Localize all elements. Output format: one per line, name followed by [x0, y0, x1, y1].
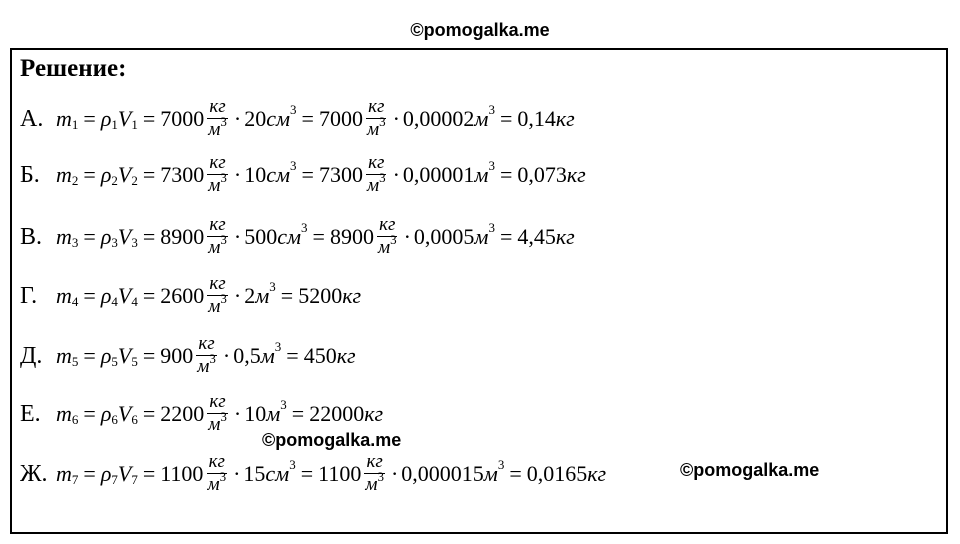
- volume-index: 6: [131, 412, 138, 427]
- volume-converted-unit: м: [474, 162, 489, 187]
- volume-symbol: V: [117, 162, 132, 187]
- mass-result: 4,45: [517, 224, 556, 249]
- solution-row: [20, 150, 586, 200]
- multiply-dot: ·: [222, 343, 231, 368]
- cube-superscript: 3: [269, 279, 276, 294]
- solution-row: [20, 212, 575, 262]
- equals-sign: =: [499, 106, 513, 131]
- cube-superscript: 3: [390, 232, 397, 247]
- volume-unit: см: [266, 106, 291, 131]
- density-symbol: ρ: [100, 162, 112, 187]
- row-letter: Б.: [20, 161, 40, 188]
- fraction-unit: м: [377, 237, 391, 258]
- density-symbol: ρ: [100, 283, 112, 308]
- solution-heading: Решение:: [20, 55, 127, 82]
- row-letter: Е.: [20, 400, 41, 427]
- volume-converted: 0,0005: [413, 224, 475, 249]
- equals-sign: =: [142, 283, 156, 308]
- row-equation: [56, 152, 586, 198]
- volume-unit: см: [277, 224, 302, 249]
- density-index: 1: [111, 117, 118, 132]
- row-equation: [56, 451, 606, 497]
- density-value-repeat: 1100: [318, 461, 362, 486]
- equals-sign: =: [286, 343, 299, 368]
- unit-fraction: [365, 152, 388, 198]
- volume-value: 20: [244, 106, 267, 131]
- volume-converted: 0,000015: [401, 461, 484, 486]
- density-value: 8900: [160, 224, 205, 249]
- mass-result: 0,14: [517, 106, 556, 131]
- multiply-dot: ·: [392, 162, 400, 187]
- row-equation: [56, 96, 575, 142]
- cube-superscript: 3: [488, 102, 495, 117]
- fraction-denominator: [206, 114, 229, 142]
- mass-symbol: m: [56, 224, 72, 249]
- equals-sign: =: [499, 162, 513, 187]
- row-letter: Ж.: [20, 460, 48, 487]
- fraction-numerator: кг: [379, 214, 396, 235]
- density-index: 6: [111, 412, 118, 427]
- cube-superscript: 3: [379, 170, 386, 185]
- fraction-denominator: [206, 232, 229, 260]
- volume-unit: см: [265, 461, 290, 486]
- density-value-repeat: 7000: [318, 106, 363, 131]
- mass-symbol: m: [56, 343, 72, 368]
- density-value: 1100: [160, 461, 204, 486]
- solution-row: [20, 449, 606, 499]
- row-equation: [56, 273, 361, 319]
- equals-sign: =: [83, 343, 96, 368]
- density-symbol: ρ: [100, 461, 112, 486]
- fraction-numerator: кг: [208, 451, 225, 472]
- mass-index: 3: [71, 235, 79, 250]
- fraction-unit: м: [208, 237, 221, 258]
- cube-superscript: 3: [220, 170, 227, 185]
- equals-sign: =: [301, 162, 314, 187]
- mass-unit: кг: [342, 283, 362, 308]
- fraction-unit: м: [365, 474, 378, 495]
- fraction-numerator: кг: [209, 391, 226, 412]
- fraction-denominator: [195, 351, 218, 379]
- cube-superscript: 3: [209, 351, 216, 366]
- cube-superscript: 3: [290, 102, 297, 117]
- cube-superscript: 3: [220, 409, 227, 424]
- equals-sign: =: [83, 461, 96, 486]
- density-value: 2600: [160, 283, 205, 308]
- solution-row: [20, 271, 361, 321]
- volume-value: 500: [244, 224, 278, 249]
- multiply-dot: ·: [233, 461, 241, 486]
- density-value: 7300: [160, 162, 205, 187]
- density-value: 2200: [160, 401, 205, 426]
- row-equation: [56, 333, 356, 379]
- density-index: 4: [111, 294, 118, 309]
- volume-index: 3: [131, 235, 138, 250]
- cube-superscript: 3: [274, 339, 282, 354]
- cube-superscript: 3: [220, 114, 227, 129]
- volume-symbol: V: [117, 283, 132, 308]
- volume-unit: м: [255, 283, 270, 308]
- fraction-numerator: кг: [209, 152, 226, 173]
- equals-sign: =: [142, 162, 156, 187]
- density-symbol: ρ: [100, 106, 112, 131]
- mass-index: 1: [71, 117, 79, 132]
- volume-index: 2: [131, 173, 138, 188]
- cube-superscript: 3: [488, 158, 495, 173]
- fraction-numerator: кг: [368, 96, 385, 117]
- multiply-dot: ·: [233, 162, 242, 187]
- row-letter: Г.: [20, 282, 38, 309]
- unit-fraction: [205, 451, 228, 497]
- fraction-unit: м: [208, 119, 221, 140]
- unit-fraction: [206, 152, 229, 198]
- equals-sign: =: [83, 162, 96, 187]
- equals-sign: =: [509, 461, 522, 486]
- unit-fraction: [206, 214, 229, 260]
- mass-result: 0,0165: [526, 461, 588, 486]
- mass-unit: кг: [555, 106, 575, 131]
- cube-superscript: 3: [301, 220, 308, 235]
- mass-symbol: m: [56, 106, 72, 131]
- volume-index: 5: [131, 354, 138, 369]
- fraction-unit: м: [208, 296, 221, 317]
- volume-index: 1: [131, 117, 138, 132]
- solution-row: [20, 94, 575, 144]
- mass-index: 5: [71, 354, 79, 369]
- multiply-dot: ·: [233, 283, 242, 308]
- density-value: 900: [160, 343, 194, 368]
- cube-superscript: 3: [280, 397, 287, 412]
- unit-fraction: [195, 333, 218, 379]
- volume-symbol: V: [117, 461, 132, 486]
- equals-sign: =: [83, 106, 96, 131]
- volume-value: 0,5: [233, 343, 261, 368]
- equals-sign: =: [83, 401, 96, 426]
- volume-converted: 0,00002: [402, 106, 475, 131]
- row-letter: Д.: [20, 342, 43, 369]
- volume-unit: м: [260, 343, 275, 368]
- cube-superscript: 3: [488, 220, 495, 235]
- fraction-unit: м: [208, 175, 221, 196]
- fraction-denominator: [206, 409, 229, 437]
- fraction-denominator: [206, 291, 229, 319]
- fraction-denominator: [365, 170, 388, 198]
- cube-superscript: 3: [220, 232, 227, 247]
- mass-symbol: m: [56, 461, 72, 486]
- volume-converted: 0,00001: [402, 162, 475, 187]
- fraction-denominator: [206, 170, 229, 198]
- equals-sign: =: [280, 283, 294, 308]
- row-equation: [56, 214, 575, 260]
- volume-value: 10: [244, 162, 267, 187]
- cube-superscript: 3: [289, 457, 296, 472]
- volume-converted-unit: м: [483, 461, 498, 486]
- mass-symbol: m: [56, 283, 72, 308]
- fraction-numerator: кг: [209, 273, 226, 294]
- unit-fraction: [363, 451, 386, 497]
- solution-row: [20, 331, 356, 381]
- mass-index: 7: [71, 472, 79, 487]
- watermark-top: ©pomogalka.me: [410, 20, 550, 40]
- volume-converted-unit: м: [474, 224, 489, 249]
- cube-superscript: 3: [377, 469, 384, 484]
- row-letter: А.: [20, 105, 44, 132]
- unit-fraction: [206, 273, 229, 319]
- volume-symbol: V: [117, 224, 132, 249]
- row-letter: В.: [20, 223, 43, 250]
- fraction-numerator: кг: [209, 96, 226, 117]
- fraction-numerator: кг: [368, 152, 385, 173]
- density-value-repeat: 8900: [329, 224, 374, 249]
- volume-symbol: V: [117, 106, 132, 131]
- cube-superscript: 3: [290, 158, 297, 173]
- fraction-numerator: кг: [366, 451, 383, 472]
- fraction-unit: м: [208, 414, 221, 435]
- equals-sign: =: [142, 401, 156, 426]
- multiply-dot: ·: [233, 401, 242, 426]
- equals-sign: =: [300, 461, 314, 486]
- mass-unit: кг: [587, 461, 607, 486]
- cube-superscript: 3: [220, 291, 227, 306]
- fraction-denominator: [205, 469, 228, 497]
- multiply-dot: ·: [403, 224, 411, 249]
- volume-symbol: V: [117, 401, 132, 426]
- volume-unit: см: [266, 162, 291, 187]
- equals-sign: =: [142, 343, 156, 368]
- fraction-denominator: [376, 232, 399, 260]
- mass-result: 5200: [298, 283, 343, 308]
- watermark-right: ©pomogalka.me: [680, 460, 820, 480]
- mass-result: 22000: [309, 401, 365, 426]
- fraction-numerator: кг: [209, 214, 226, 235]
- mass-result: 0,073: [517, 162, 567, 187]
- multiply-dot: ·: [390, 461, 399, 486]
- density-index: 2: [111, 173, 118, 188]
- fraction-denominator: [363, 469, 386, 497]
- volume-value: 10: [244, 401, 267, 426]
- density-symbol: ρ: [100, 343, 112, 368]
- fraction-unit: м: [366, 175, 380, 196]
- equals-sign: =: [499, 224, 513, 249]
- cube-superscript: 3: [219, 469, 227, 484]
- volume-unit: м: [266, 401, 281, 426]
- equals-sign: =: [291, 401, 305, 426]
- mass-unit: кг: [555, 224, 575, 249]
- unit-fraction: [206, 391, 229, 437]
- density-value: 7000: [160, 106, 205, 131]
- watermark-middle: ©pomogalka.me: [262, 430, 402, 450]
- volume-index: 4: [131, 294, 138, 309]
- fraction-unit: м: [207, 474, 220, 495]
- volume-value: 2: [244, 283, 256, 308]
- equals-sign: =: [312, 224, 325, 249]
- fraction-unit: м: [366, 119, 380, 140]
- density-index: 7: [111, 472, 118, 487]
- equals-sign: =: [301, 106, 314, 131]
- unit-fraction: [376, 214, 399, 260]
- equals-sign: =: [142, 461, 156, 486]
- mass-unit: кг: [364, 401, 384, 426]
- cube-superscript: 3: [497, 457, 505, 472]
- volume-converted-unit: м: [474, 106, 489, 131]
- volume-index: 7: [131, 472, 138, 487]
- cube-superscript: 3: [379, 114, 386, 129]
- equals-sign: =: [142, 106, 156, 131]
- density-value-repeat: 7300: [318, 162, 363, 187]
- mass-unit: кг: [566, 162, 586, 187]
- density-symbol: ρ: [100, 224, 112, 249]
- fraction-numerator: кг: [198, 333, 215, 354]
- density-index: 5: [111, 354, 118, 369]
- density-symbol: ρ: [100, 401, 112, 426]
- multiply-dot: ·: [233, 224, 242, 249]
- multiply-dot: ·: [233, 106, 242, 131]
- unit-fraction: [365, 96, 388, 142]
- mass-index: 2: [71, 173, 79, 188]
- mass-index: 4: [71, 294, 79, 309]
- mass-index: 6: [71, 412, 79, 427]
- fraction-denominator: [365, 114, 388, 142]
- mass-unit: кг: [336, 343, 356, 368]
- mass-symbol: m: [56, 401, 72, 426]
- unit-fraction: [206, 96, 229, 142]
- equals-sign: =: [142, 224, 156, 249]
- multiply-dot: ·: [392, 106, 400, 131]
- equals-sign: =: [83, 283, 96, 308]
- mass-result: 450: [303, 343, 337, 368]
- mass-symbol: m: [56, 162, 72, 187]
- fraction-unit: м: [197, 356, 210, 377]
- density-index: 3: [111, 235, 118, 250]
- volume-value: 15: [243, 461, 266, 486]
- volume-symbol: V: [117, 343, 132, 368]
- equals-sign: =: [83, 224, 96, 249]
